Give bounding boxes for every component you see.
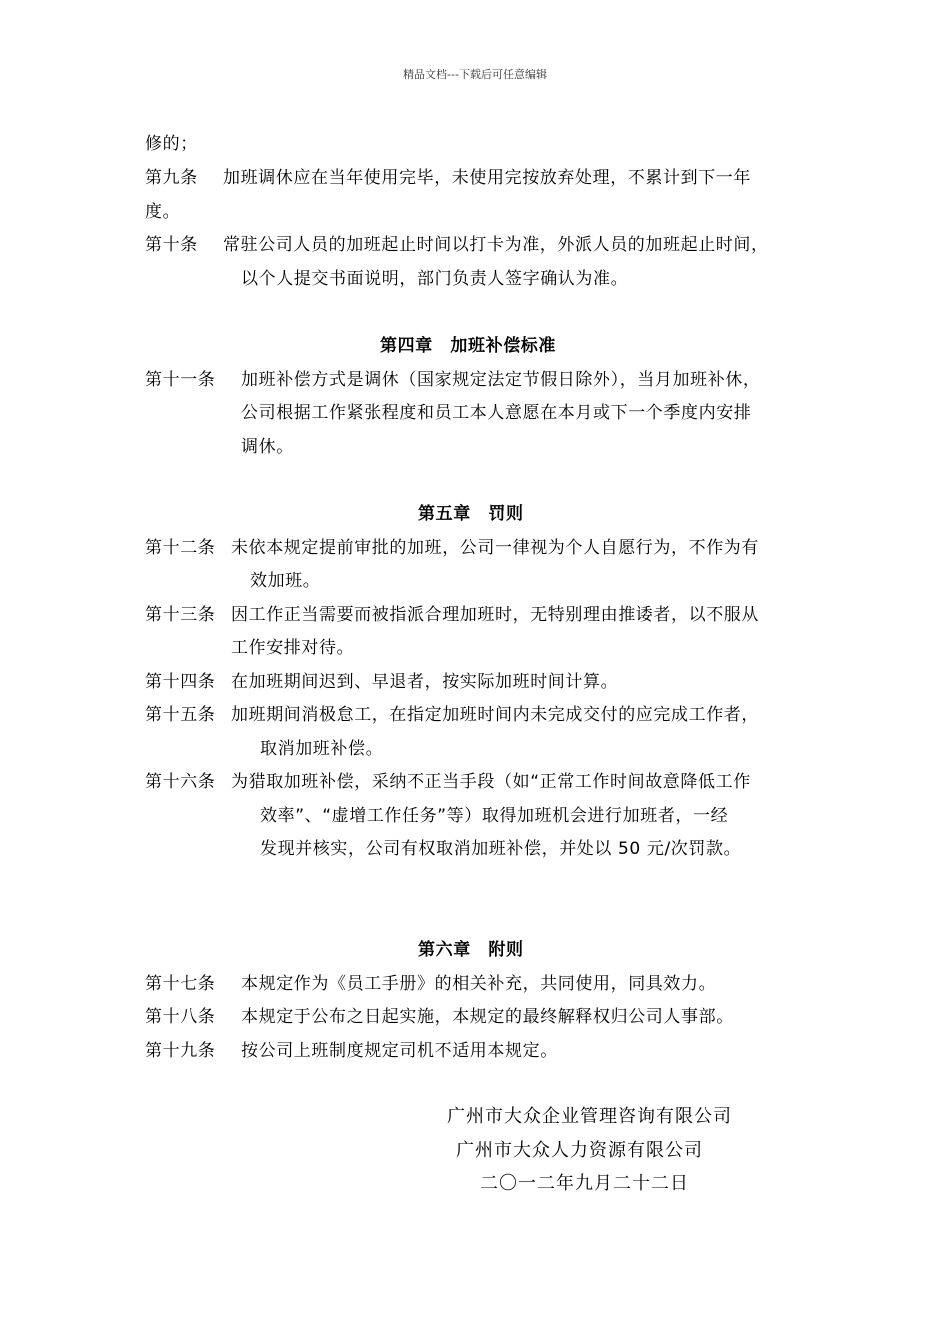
article-19-label: 第十九条 — [145, 1041, 216, 1061]
article-11-line-1: 加班补偿方式是调休（国家规定法定节假日除外），当月加班补休， — [241, 370, 761, 390]
article-15-line-1: 加班期间消极怠工，在指定加班时间内未完成交付的应完成工作者， — [231, 705, 759, 725]
article-11-label: 第十一条 — [145, 370, 216, 390]
signature-date: 二〇一二年九月二十二日 — [480, 1173, 689, 1194]
article-14-label: 第十四条 — [145, 672, 216, 692]
article-12-line-2: 效加班。 — [250, 571, 321, 591]
article-16-line-3: 发现并核实，公司有权取消加班补偿，并处以 50 元/次罚款。 — [260, 839, 742, 859]
chapter-6-heading: 第六章 附则 — [418, 940, 524, 960]
chapter-4-heading: 第四章 加班补偿标准 — [380, 336, 556, 356]
signature-company-1: 广州市大众企业管理咨询有限公司 — [447, 1106, 732, 1127]
article-16-line-2: 效率”、“虚增工作任务”等）取得加班机会进行加班者，一经 — [260, 806, 729, 826]
article-10-label: 第十条 — [145, 235, 198, 255]
article-17-label: 第十七条 — [145, 974, 216, 994]
article-19-line-1: 按公司上班制度规定司机不适用本规定。 — [241, 1041, 558, 1061]
article-18-label: 第十八条 — [145, 1007, 216, 1027]
article-14-line-1: 在加班期间迟到、早退者，按实际加班时间计算。 — [231, 672, 619, 692]
article-13-line-1: 因工作正当需要而被指派合理加班时，无特别理由推诿者，以不服从 — [231, 605, 759, 625]
article-9-line-2: 度。 — [145, 202, 181, 222]
text-line: 修的； — [145, 134, 198, 154]
article-18-line-1: 本规定于公布之日起实施，本规定的最终解释权归公司人事部。 — [241, 1007, 734, 1027]
article-15-line-2: 取消加班补偿。 — [260, 739, 384, 759]
signature-company-2: 广州市大众人力资源有限公司 — [456, 1140, 703, 1161]
article-9-line-1: 加班调休应在当年使用完毕，未使用完按放弃处理，不累计到下一年 — [223, 168, 751, 188]
article-11-line-3: 调休。 — [241, 437, 294, 457]
article-15-label: 第十五条 — [145, 705, 216, 725]
article-12-line-1: 未依本规定提前审批的加班，公司一律视为个人自愿行为，不作为有 — [231, 538, 759, 558]
article-17-line-1: 本规定作为《员工手册》的相关补充，共同使用，同具效力。 — [241, 974, 717, 994]
article-13-label: 第十三条 — [145, 605, 216, 625]
article-9-label: 第九条 — [145, 168, 198, 188]
article-10-line-2: 以个人提交书面说明，部门负责人签字确认为准。 — [241, 269, 629, 289]
article-13-line-2: 工作安排对待。 — [231, 638, 355, 658]
article-16-label: 第十六条 — [145, 772, 216, 792]
article-16-line-1: 为猎取加班补偿，采纳不正当手段（如“正常工作时间故意降低工作 — [231, 772, 751, 792]
page-header: 精品文档---下载后可任意编辑 — [403, 68, 547, 81]
article-11-line-2: 公司根据工作紧张程度和员工本人意愿在本月或下一个季度内安排 — [241, 403, 752, 423]
article-10-line-1: 常驻公司人员的加班起止时间以打卡为准，外派人员的加班起止时间， — [223, 235, 769, 255]
article-12-label: 第十二条 — [145, 538, 216, 558]
chapter-5-heading: 第五章 罚则 — [418, 504, 524, 524]
